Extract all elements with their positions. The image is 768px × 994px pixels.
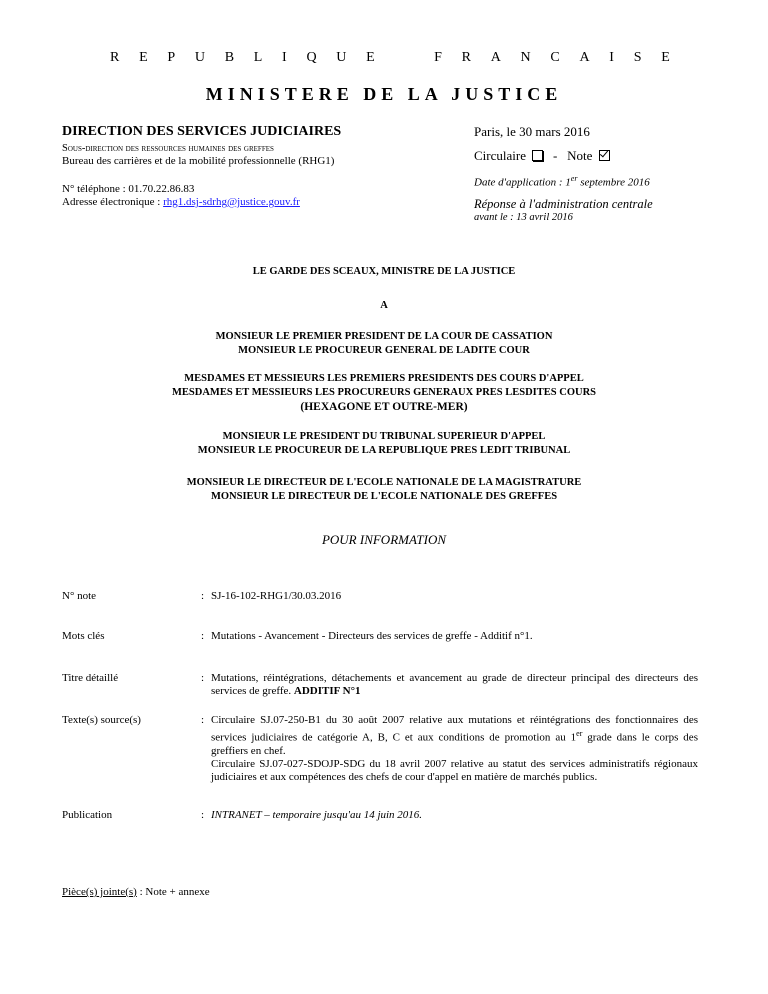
email-label: Adresse électronique :	[62, 196, 164, 208]
lieu-date: Paris, le 30 mars 2016	[474, 124, 590, 139]
date-application: Date d'application : 1er septembre 2016	[474, 174, 650, 189]
destinataire-line: MONSIEUR LE PREMIER PRESIDENT DE LA COUR DE CASSATION	[215, 331, 553, 342]
header-letter	[394, 50, 414, 66]
label: Titre détaillé	[62, 672, 119, 684]
destinataire-line: MONSIEUR LE PRESIDENT DU TRIBUNAL SUPERIEUR D'APPEL	[222, 431, 546, 442]
colon: :	[201, 672, 205, 684]
telephone: N° téléphone : 01.70.22.86.83	[62, 183, 195, 195]
value: SJ-16-102-RHG1/30.03.2016	[211, 590, 342, 602]
header-letter: F	[434, 50, 442, 65]
label: Publication	[62, 809, 113, 821]
destinataire-line: MONSIEUR LE PROCUREUR GENERAL DE LADITE COUR	[238, 345, 530, 356]
texte-source-1: Circulaire SJ.07-250-B1 du 30 août 2007 relative aux mutations et réintégrations des fonctionnaires des services judiciaires de catégorie A, B, C et aux conditions de promotion au 1er grade dans le corps des greffiers en chef.	[211, 714, 698, 757]
label: Mots clés	[62, 630, 105, 642]
header-letter: C	[550, 50, 560, 65]
avant-le: avant le : 13 avril 2016	[474, 212, 573, 223]
pieces-jointes	[62, 886, 210, 898]
colon: :	[201, 590, 205, 602]
texte-source-2: Circulaire SJ.07-027-SDOJP-SDG du 18 avril 2007 relative au statut des services administratifs régionaux judiciaires et aux compétences des chefs de cour d'appel en matière de marchés publics.	[211, 757, 698, 783]
destinataires-groupe-4	[0, 476, 768, 504]
a-label: A	[380, 300, 388, 311]
document-type	[474, 148, 610, 164]
destinataire-line: MESDAMES ET MESSIEURS LES PREMIERS PRESIDENTS DES COURS D'APPEL	[184, 373, 584, 384]
header-letter: A	[490, 50, 501, 65]
colon: :	[201, 714, 205, 726]
destinataire-line: MESDAMES ET MESSIEURS LES PROCUREURS GENERAUX PRES LESDITES COURS	[172, 387, 596, 398]
value: Mutations - Avancement - Directeurs des services de greffe - Additif n°1.	[211, 630, 533, 642]
titre-text: Mutations, réintégrations, détachements et avancement au grade de directeur principal des directeurs des services de greffe.	[211, 672, 698, 697]
label: Texte(s) source(s)	[62, 714, 141, 726]
circulaire-label: Circulaire	[474, 148, 526, 163]
destinataire-line: MONSIEUR LE DIRECTEUR DE L'ECOLE NATIONALE DE LA MAGISTRATURE	[186, 477, 582, 488]
email-line	[62, 196, 300, 209]
separator: -	[552, 148, 558, 163]
header-letter: B	[224, 50, 235, 65]
email-link[interactable]: rhg1.dsj-sdrhg@justice.gouv.fr	[163, 196, 300, 208]
date-block	[474, 124, 734, 140]
header-letter: Q	[306, 50, 317, 65]
contact-block	[62, 183, 300, 209]
colon: :	[201, 630, 205, 642]
header-letter: E	[366, 50, 375, 65]
header-letter: P	[167, 50, 176, 65]
header-letter: L	[253, 50, 263, 65]
sous-direction: Sous-direction des ressources humaines des greffes	[62, 143, 274, 154]
destinataire-line: MONSIEUR LE DIRECTEUR DE L'ECOLE NATIONALE DES GREFFES	[210, 491, 558, 502]
direction-title: DIRECTION DES SERVICES JUDICIAIRES	[62, 124, 342, 139]
header-letter: R	[461, 50, 471, 65]
header-letter: E	[661, 50, 670, 65]
republique-francaise-header	[110, 50, 670, 66]
header-letter: A	[579, 50, 590, 65]
pj-value: : Note + annexe	[136, 886, 210, 898]
header-letter: U	[194, 50, 205, 65]
reponse-administration: Réponse à l'administration centrale	[474, 197, 653, 211]
expediteur: LE GARDE DES SCEAUX, MINISTRE DE LA JUSTICE	[252, 266, 516, 277]
pj-label: Pièce(s) jointe(s)	[62, 886, 137, 898]
pour-information: POUR INFORMATION	[321, 532, 447, 547]
header-letter: N	[520, 50, 531, 65]
destinataire-line: MONSIEUR LE PROCUREUR DE LA REPUBLIQUE PRES LEDIT TRIBUNAL	[197, 445, 571, 456]
value	[211, 672, 698, 698]
ministere-title: MINISTERE DE LA JUSTICE	[205, 84, 563, 104]
header-letter: S	[633, 50, 642, 65]
destinataire-line: (HEXAGONE ET OUTRE-MER)	[300, 401, 468, 413]
circulaire-checkbox	[532, 150, 543, 161]
header-letter: E	[139, 50, 148, 65]
destinataires-groupe-2	[0, 372, 768, 414]
direction-block	[62, 124, 442, 168]
label: N° note	[62, 590, 97, 602]
destinataires-groupe-3	[0, 430, 768, 458]
colon: :	[201, 809, 205, 821]
note-label: Note	[567, 148, 593, 163]
header-letter: U	[336, 50, 347, 65]
note-checkbox-checked	[599, 150, 610, 161]
header-letter: R	[110, 50, 120, 65]
value: INTRANET – temporaire jusqu'au 14 juin 2016.	[211, 809, 423, 821]
value	[211, 714, 698, 784]
destinataires-groupe-1	[0, 330, 768, 358]
header-letter: I	[282, 50, 287, 65]
header-letter: I	[609, 50, 614, 65]
bureau: Bureau des carrières et de la mobilité professionnelle (RHG1)	[62, 155, 335, 167]
titre-bold: ADDITIF N°1	[293, 685, 361, 697]
